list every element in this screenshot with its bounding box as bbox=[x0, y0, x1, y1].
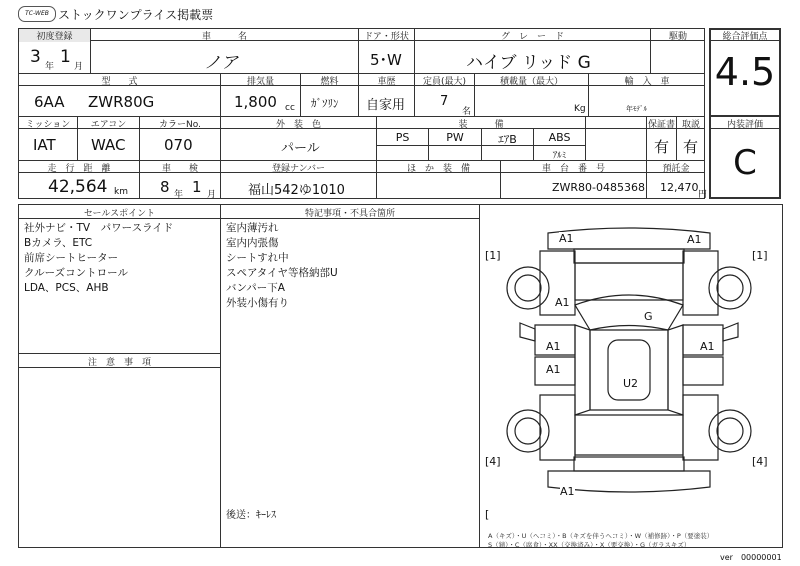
overall-score: 4.5 bbox=[714, 50, 776, 94]
hdr-inspection: 車 検 bbox=[161, 164, 198, 174]
hdr-frame-no: 車 台 番 号 bbox=[541, 164, 605, 174]
list-item: クルーズコントロール bbox=[24, 267, 128, 279]
plate: 福山542ゆ1010 bbox=[248, 183, 345, 198]
grade: ハイブ リッド G bbox=[466, 53, 591, 73]
hdr-max-load: 積載量（最大） bbox=[499, 77, 563, 87]
mileage-unit: km bbox=[114, 187, 128, 197]
load-unit: Kg bbox=[574, 104, 586, 114]
displacement-unit: cc bbox=[285, 103, 295, 113]
list-item: シートすれ中 bbox=[226, 252, 289, 264]
list-item: Bカメラ、ETC bbox=[24, 237, 93, 249]
damage-roof: U2 bbox=[623, 377, 639, 390]
damage-left-rear-door: A1 bbox=[546, 363, 561, 376]
hdr-drive: 駆動 bbox=[668, 32, 687, 42]
capacity: 7 bbox=[440, 94, 449, 109]
reg-month-unit: 月 bbox=[74, 62, 84, 72]
legend-line-1: A（キズ）・U（へコミ）・B（キズを伴うへコミ）・W（補修跡）・P（要塗装） bbox=[488, 532, 714, 540]
list-item: 社外ナビ・TV パワースライド bbox=[24, 222, 174, 234]
ext-color: パール bbox=[281, 141, 320, 156]
bracket-rear-right: [4] bbox=[752, 455, 768, 468]
page-title: ストックワンプライス掲載票 bbox=[58, 8, 214, 22]
bracket-front-left: [1] bbox=[485, 249, 501, 262]
damage-left-front-door: A1 bbox=[546, 340, 561, 353]
list-item: 前席シートヒーター bbox=[24, 252, 119, 264]
legend-line-2: S（錆）・C（腐食）・XX（交換済み）・X（要交換）・G（ガラスキズ） bbox=[488, 541, 691, 549]
hdr-import: 輸 入 車 bbox=[624, 77, 670, 87]
hdr-plate: 登録ナンバー bbox=[272, 164, 325, 174]
interior-score: C bbox=[733, 143, 757, 183]
list-item: LDA、PCS、AHB bbox=[24, 282, 109, 294]
hdr-door-shape: ドア・形状 bbox=[364, 32, 409, 42]
car-damage-diagram bbox=[480, 205, 782, 531]
damage-right-front-door: A1 bbox=[700, 340, 715, 353]
aircon: WAC bbox=[91, 136, 126, 154]
equip-airbag: ｴｱB bbox=[498, 133, 517, 146]
hdr-recycle: 預託金 bbox=[662, 164, 690, 174]
hdr-car-name: 車 名 bbox=[201, 32, 247, 42]
displacement: 1,800 bbox=[234, 93, 277, 111]
mileage: 42,564 bbox=[48, 177, 108, 197]
roof bbox=[590, 330, 668, 410]
recycle-unit: 円 bbox=[698, 190, 708, 200]
equip-abs: ABS bbox=[548, 131, 571, 144]
hdr-ext-color: 外 装 色 bbox=[275, 120, 321, 130]
equip-alumi: ｱﾙﾐ bbox=[552, 151, 567, 161]
hdr-displacement: 排気量 bbox=[246, 77, 274, 87]
hdr-first-reg: 初度登録 bbox=[19, 29, 90, 42]
equip-ps: PS bbox=[395, 131, 410, 144]
bracket-front-right: [1] bbox=[752, 249, 768, 262]
insp-month: 1 bbox=[192, 178, 202, 196]
mission: IAT bbox=[33, 136, 56, 154]
list-item: 室内内張傷 bbox=[226, 237, 279, 249]
damage-rear-bumper: A1 bbox=[560, 485, 575, 498]
equip-pw: PW bbox=[446, 131, 464, 144]
after-fit-note: 後送：ｷｰﾚｽ bbox=[226, 510, 276, 521]
list-item: 外装小傷有り bbox=[226, 297, 289, 309]
color-no: 070 bbox=[164, 136, 193, 154]
hdr-cautions: 注 意 事 項 bbox=[87, 358, 151, 368]
list-item: 室内薄汚れ bbox=[226, 222, 279, 234]
wheel-rr bbox=[709, 410, 751, 452]
hdr-equipment: 装 備 bbox=[458, 120, 504, 130]
hdr-mission: ミッション bbox=[25, 120, 71, 130]
hdr-model: 型 式 bbox=[101, 77, 138, 87]
wheel-rl bbox=[507, 410, 549, 452]
reg-month: 1 bbox=[60, 47, 71, 67]
hdr-warranty: 保証書 bbox=[647, 120, 675, 130]
vehicle-history: 自家用 bbox=[366, 98, 406, 113]
hdr-mileage: 走 行 距 離 bbox=[47, 164, 111, 174]
model: ZWR80G bbox=[88, 93, 155, 111]
wheel-fl bbox=[507, 267, 549, 309]
hdr-manual: 取説 bbox=[681, 120, 700, 130]
manual: 有 bbox=[683, 138, 699, 156]
recycle: 12,470 bbox=[660, 181, 699, 194]
car-name: ノア bbox=[204, 53, 238, 73]
logo-text: TC-WEB bbox=[25, 10, 49, 17]
damage-front-right: A1 bbox=[687, 233, 702, 246]
hdr-other-equipment: ほ か 装 備 bbox=[406, 164, 470, 174]
hdr-sales-points: セールスポイント bbox=[83, 209, 156, 219]
import-model-year: 年ﾓﾃﾞﾙ bbox=[626, 105, 647, 113]
capacity-unit: 名 bbox=[462, 107, 472, 117]
hdr-special-notes: 特記事項・不具合箇所 bbox=[304, 209, 395, 219]
hdr-overall-score: 総合評価点 bbox=[722, 32, 768, 42]
insp-month-unit: 月 bbox=[207, 190, 217, 200]
bracket-rear-left: [4] bbox=[485, 455, 501, 468]
door-shape: 5･W bbox=[370, 51, 402, 69]
special-notes-list bbox=[226, 221, 338, 311]
insp-year-unit: 年 bbox=[174, 190, 184, 200]
hdr-aircon: エアコン bbox=[90, 120, 127, 130]
version: ver 00000001 bbox=[720, 553, 782, 562]
hdr-interior-score: 内装評価 bbox=[726, 120, 763, 130]
damage-front-left: A1 bbox=[559, 232, 574, 245]
reg-year-unit: 年 bbox=[45, 62, 55, 72]
wheel-fr bbox=[709, 267, 751, 309]
logo bbox=[18, 6, 56, 22]
list-item: スペアタイヤ等格納部U bbox=[226, 267, 338, 279]
fuel: ｶﾞｿﾘﾝ bbox=[311, 97, 339, 110]
list-item: バンパー下A bbox=[226, 282, 285, 294]
reg-year: 3 bbox=[30, 47, 41, 67]
sales-points-list bbox=[24, 221, 173, 296]
hdr-grade: グ レ ー ド bbox=[500, 32, 564, 42]
insp-year: 8 bbox=[160, 178, 170, 196]
model-prefix: 6AA bbox=[34, 93, 65, 111]
damage-hood: A1 bbox=[555, 296, 570, 309]
hdr-color-no: カラーNo. bbox=[159, 120, 201, 130]
warranty: 有 bbox=[654, 138, 670, 156]
hdr-vehicle-history: 車歴 bbox=[377, 77, 396, 87]
bracket-bottom: [ bbox=[485, 508, 490, 521]
hdr-capacity: 定員(最大) bbox=[422, 77, 467, 87]
frame-no: ZWR80-0485368 bbox=[552, 181, 646, 194]
hdr-fuel: 燃料 bbox=[320, 77, 339, 87]
damage-windshield: G bbox=[644, 310, 653, 323]
